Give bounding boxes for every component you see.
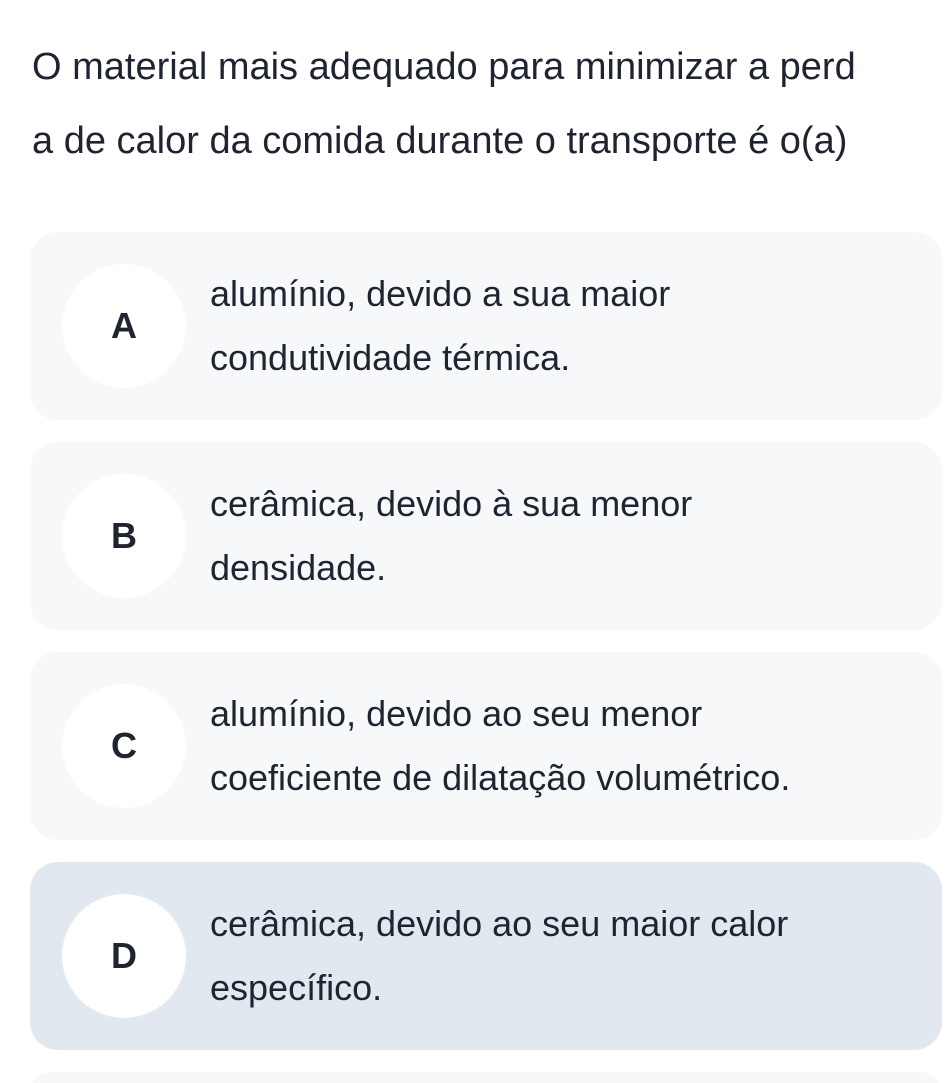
question-line-2: a de calor da comida durante o transporte é o(a) (32, 120, 848, 162)
option-a-line-1: alumínio, devido a sua maior (210, 273, 671, 314)
option-text-c (210, 682, 910, 810)
next-option-card-partial[interactable] (30, 1072, 942, 1083)
option-c[interactable] (30, 652, 942, 840)
option-b[interactable] (30, 442, 942, 630)
question-text (32, 30, 937, 178)
option-a-line-2: condutividade térmica. (210, 337, 571, 378)
option-d-line-2: específico. (210, 967, 383, 1008)
option-text-a (210, 262, 910, 390)
option-c-line-2: coeficiente de dilatação volumétrico. (210, 757, 791, 798)
option-b-line-1: cerâmica, devido à sua menor (210, 483, 693, 524)
option-c-line-1: alumínio, devido ao seu menor (210, 693, 703, 734)
option-text-b (210, 472, 910, 600)
option-letter-a: A (62, 264, 186, 388)
option-letter-c: C (62, 684, 186, 808)
option-letter-b: B (62, 474, 186, 598)
option-d[interactable] (30, 862, 942, 1050)
option-text-d (210, 892, 910, 1020)
option-a[interactable] (30, 232, 942, 420)
option-letter-d: D (62, 894, 186, 1018)
question-line-1: O material mais adequado para minimizar a perd (32, 46, 856, 88)
option-b-line-2: densidade. (210, 547, 387, 588)
option-d-line-1: cerâmica, devido ao seu maior calor (210, 903, 789, 944)
